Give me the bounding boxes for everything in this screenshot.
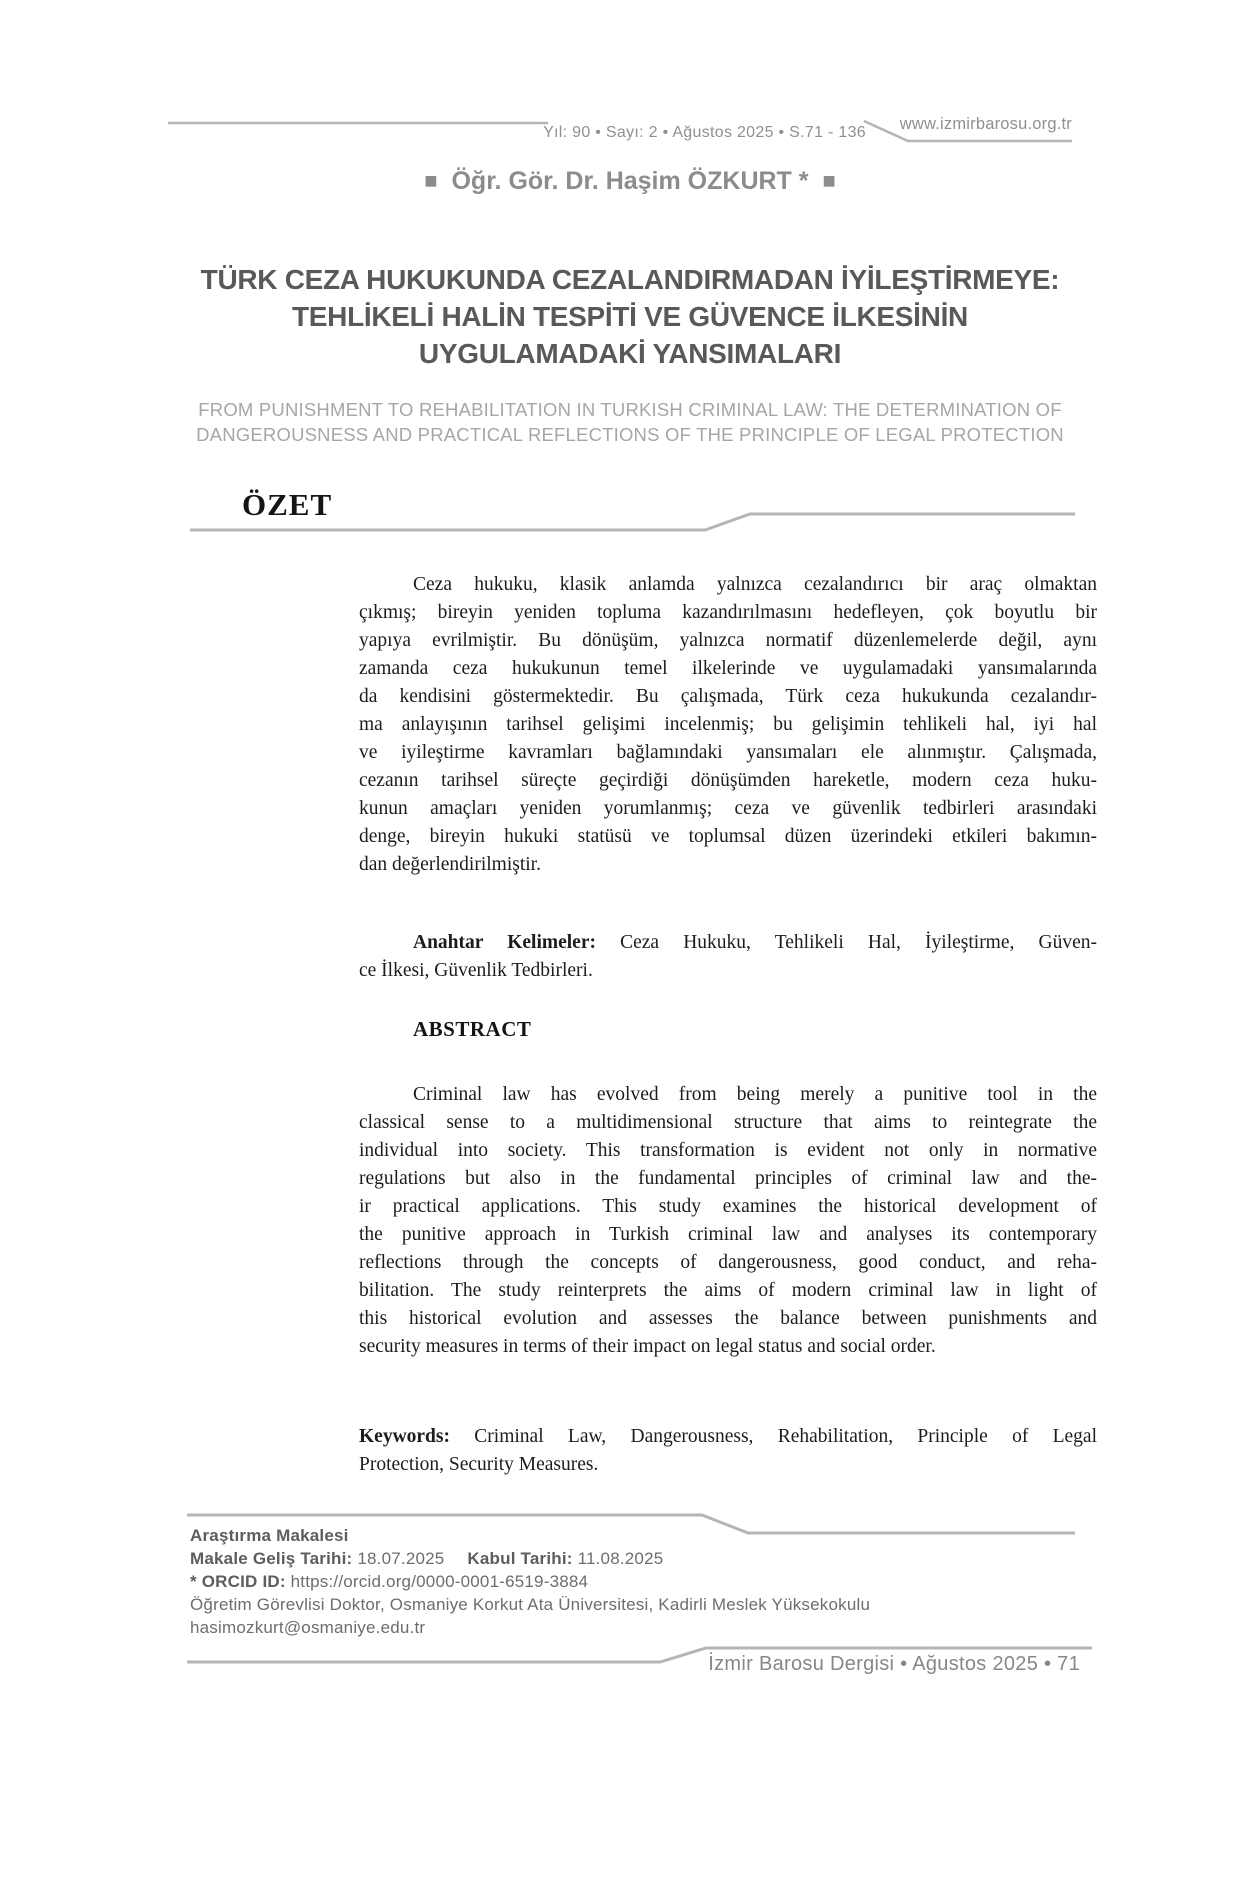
paragraph-line: regulations but also in the fundamental principles of criminal law and the- bbox=[359, 1168, 1097, 1189]
orcid-url: https://orcid.org/0000-0001-6519-3884 bbox=[290, 1572, 589, 1591]
keywords-line: ce İlkesi, Güvenlik Tedbirleri. bbox=[359, 960, 593, 981]
received-label: Makale Geliş Tarihi: bbox=[190, 1549, 353, 1568]
keywords-text: Criminal Law, Dangerousness, Rehabilitation, Principle of Legal bbox=[450, 1426, 1097, 1447]
paragraph-line: this historical evolution and assesses the balance between punishments and bbox=[359, 1308, 1097, 1329]
author-email: hasimozkurt@osmaniye.edu.tr bbox=[190, 1618, 426, 1637]
paragraph-line: classical sense to a multidimensional structure that aims to reintegrate the bbox=[359, 1112, 1097, 1133]
orcid-label: * ORCID ID: bbox=[190, 1572, 286, 1591]
paragraph-line: kunun amaçları yeniden yorumlanmış; ceza ve güvenlik tedbirleri arasındaki bbox=[359, 798, 1097, 819]
article-title-en bbox=[100, 397, 1160, 447]
title-line: UYGULAMADAKİ YANSIMALARI bbox=[418, 338, 842, 369]
affiliation: Öğretim Görevlisi Doktor, Osmaniye Korkut Ata Üniversitesi, Kadirli Meslek Yüksekokulu bbox=[190, 1595, 871, 1614]
paragraph-line: reflections through the concepts of dangerousness, good conduct, and reha- bbox=[359, 1252, 1097, 1273]
paragraph-line: cezanın tarihsel süreçte geçirdiği dönüşümden hareketle, modern ceza huku- bbox=[359, 770, 1097, 791]
keywords-line bbox=[359, 929, 1097, 957]
author-line bbox=[100, 167, 1160, 196]
paragraph-line: yapıya evrilmiştir. Bu dönüşüm, yalnızca normatif düzenlemelerde değil, aynı bbox=[359, 630, 1097, 651]
paragraph-line: denge, bireyin hukuki statüsü ve toplumsal düzen üzerindeki etkileri bakımın- bbox=[359, 826, 1097, 847]
received-date: 18.07.2025 bbox=[357, 1549, 445, 1568]
accepted-label: Kabul Tarihi: bbox=[467, 1549, 573, 1568]
square-marker-icon: ■ bbox=[822, 168, 836, 193]
ozet-keywords bbox=[359, 929, 1097, 985]
paragraph-line: Ceza hukuku, klasik anlamda yalnızca cezalandırıcı bir araç olmaktan bbox=[413, 574, 1097, 595]
keywords-line bbox=[359, 1423, 1097, 1451]
ozet-paragraph bbox=[359, 571, 1097, 879]
orcid-line bbox=[190, 1570, 1090, 1593]
paragraph-line: ir practical applications. This study examines the historical development of bbox=[359, 1196, 1097, 1217]
article-title-tr bbox=[100, 261, 1160, 372]
journal-page-footer: İzmir Barosu Dergisi • Ağustos 2025 • 71 bbox=[708, 1653, 1080, 1675]
keywords-line: Protection, Security Measures. bbox=[359, 1454, 599, 1475]
title-line: TEHLİKELİ HALİN TESPİTİ VE GÜVENCE İLKESİNİN bbox=[292, 301, 968, 332]
keywords-label: Keywords: bbox=[359, 1426, 450, 1447]
subtitle-line: DANGEROUSNESS AND PRACTICAL REFLECTIONS OF THE PRINCIPLE OF LEGAL PROTECTION bbox=[196, 424, 1064, 445]
paragraph-line: bilitation. The study reinterprets the aims of modern criminal law in light of bbox=[359, 1280, 1097, 1301]
title-line: TÜRK CEZA HUKUKUNDA CEZALANDIRMADAN İYİLEŞTİRMEYE: bbox=[200, 264, 1060, 295]
paragraph-line: individual into society. This transformation is evident not only in normative bbox=[359, 1140, 1097, 1161]
paragraph-line: Criminal law has evolved from being merely a punitive tool in the bbox=[413, 1084, 1097, 1105]
subtitle-line: FROM PUNISHMENT TO REHABILITATION IN TURKISH CRIMINAL LAW: THE DETERMINATION OF bbox=[198, 399, 1062, 420]
website-url: www.izmirbarosu.org.tr bbox=[899, 115, 1072, 133]
square-marker-icon: ■ bbox=[424, 168, 438, 193]
paragraph-line: ve iyileştirme kavramları bağlamındaki yansımaları ele alınmıştır. Çalışmada, bbox=[359, 742, 1097, 763]
keywords-label: Anahtar Kelimeler: bbox=[413, 932, 596, 953]
abstract-paragraph bbox=[359, 1081, 1097, 1361]
abstract-heading: ABSTRACT bbox=[413, 1017, 532, 1041]
author-name: Öğr. Gör. Dr. Haşim ÖZKURT * bbox=[451, 167, 809, 195]
paragraph-line: dan değerlendirilmiştir. bbox=[359, 854, 541, 875]
paragraph-line: zamanda ceza hukukunun temel ilkelerinde ve uygulamadaki yansımalarında bbox=[359, 658, 1097, 679]
ozet-heading: ÖZET bbox=[242, 487, 333, 522]
keywords-text: Ceza Hukuku, Tehlikeli Hal, İyileştirme, Güven- bbox=[595, 932, 1097, 953]
article-type: Araştırma Makalesi bbox=[190, 1526, 349, 1545]
accepted-date: 11.08.2025 bbox=[577, 1549, 664, 1568]
paragraph-line: da kendisini göstermektedir. Bu çalışmada, Türk ceza hukukunda cezalandır- bbox=[359, 686, 1097, 707]
abstract-keywords bbox=[359, 1423, 1097, 1479]
article-footnote-block bbox=[190, 1524, 1090, 1639]
issue-info: Yıl: 90 • Sayı: 2 • Ağustos 2025 • S.71 - 136 bbox=[543, 124, 866, 141]
paragraph-line: security measures in terms of their impact on legal status and social order. bbox=[359, 1336, 936, 1357]
paragraph-line: the punitive approach in Turkish criminal law and analyses its contemporary bbox=[359, 1224, 1097, 1245]
paragraph-line: ma anlayışının tarihsel gelişimi incelenmiş; bu gelişimin tehlikeli hal, iyi hal bbox=[359, 714, 1097, 735]
paragraph-line: çıkmış; bireyin yeniden topluma kazandırılmasını hedefleyen, çok boyutlu bir bbox=[359, 602, 1097, 623]
dates-line bbox=[190, 1547, 1090, 1570]
